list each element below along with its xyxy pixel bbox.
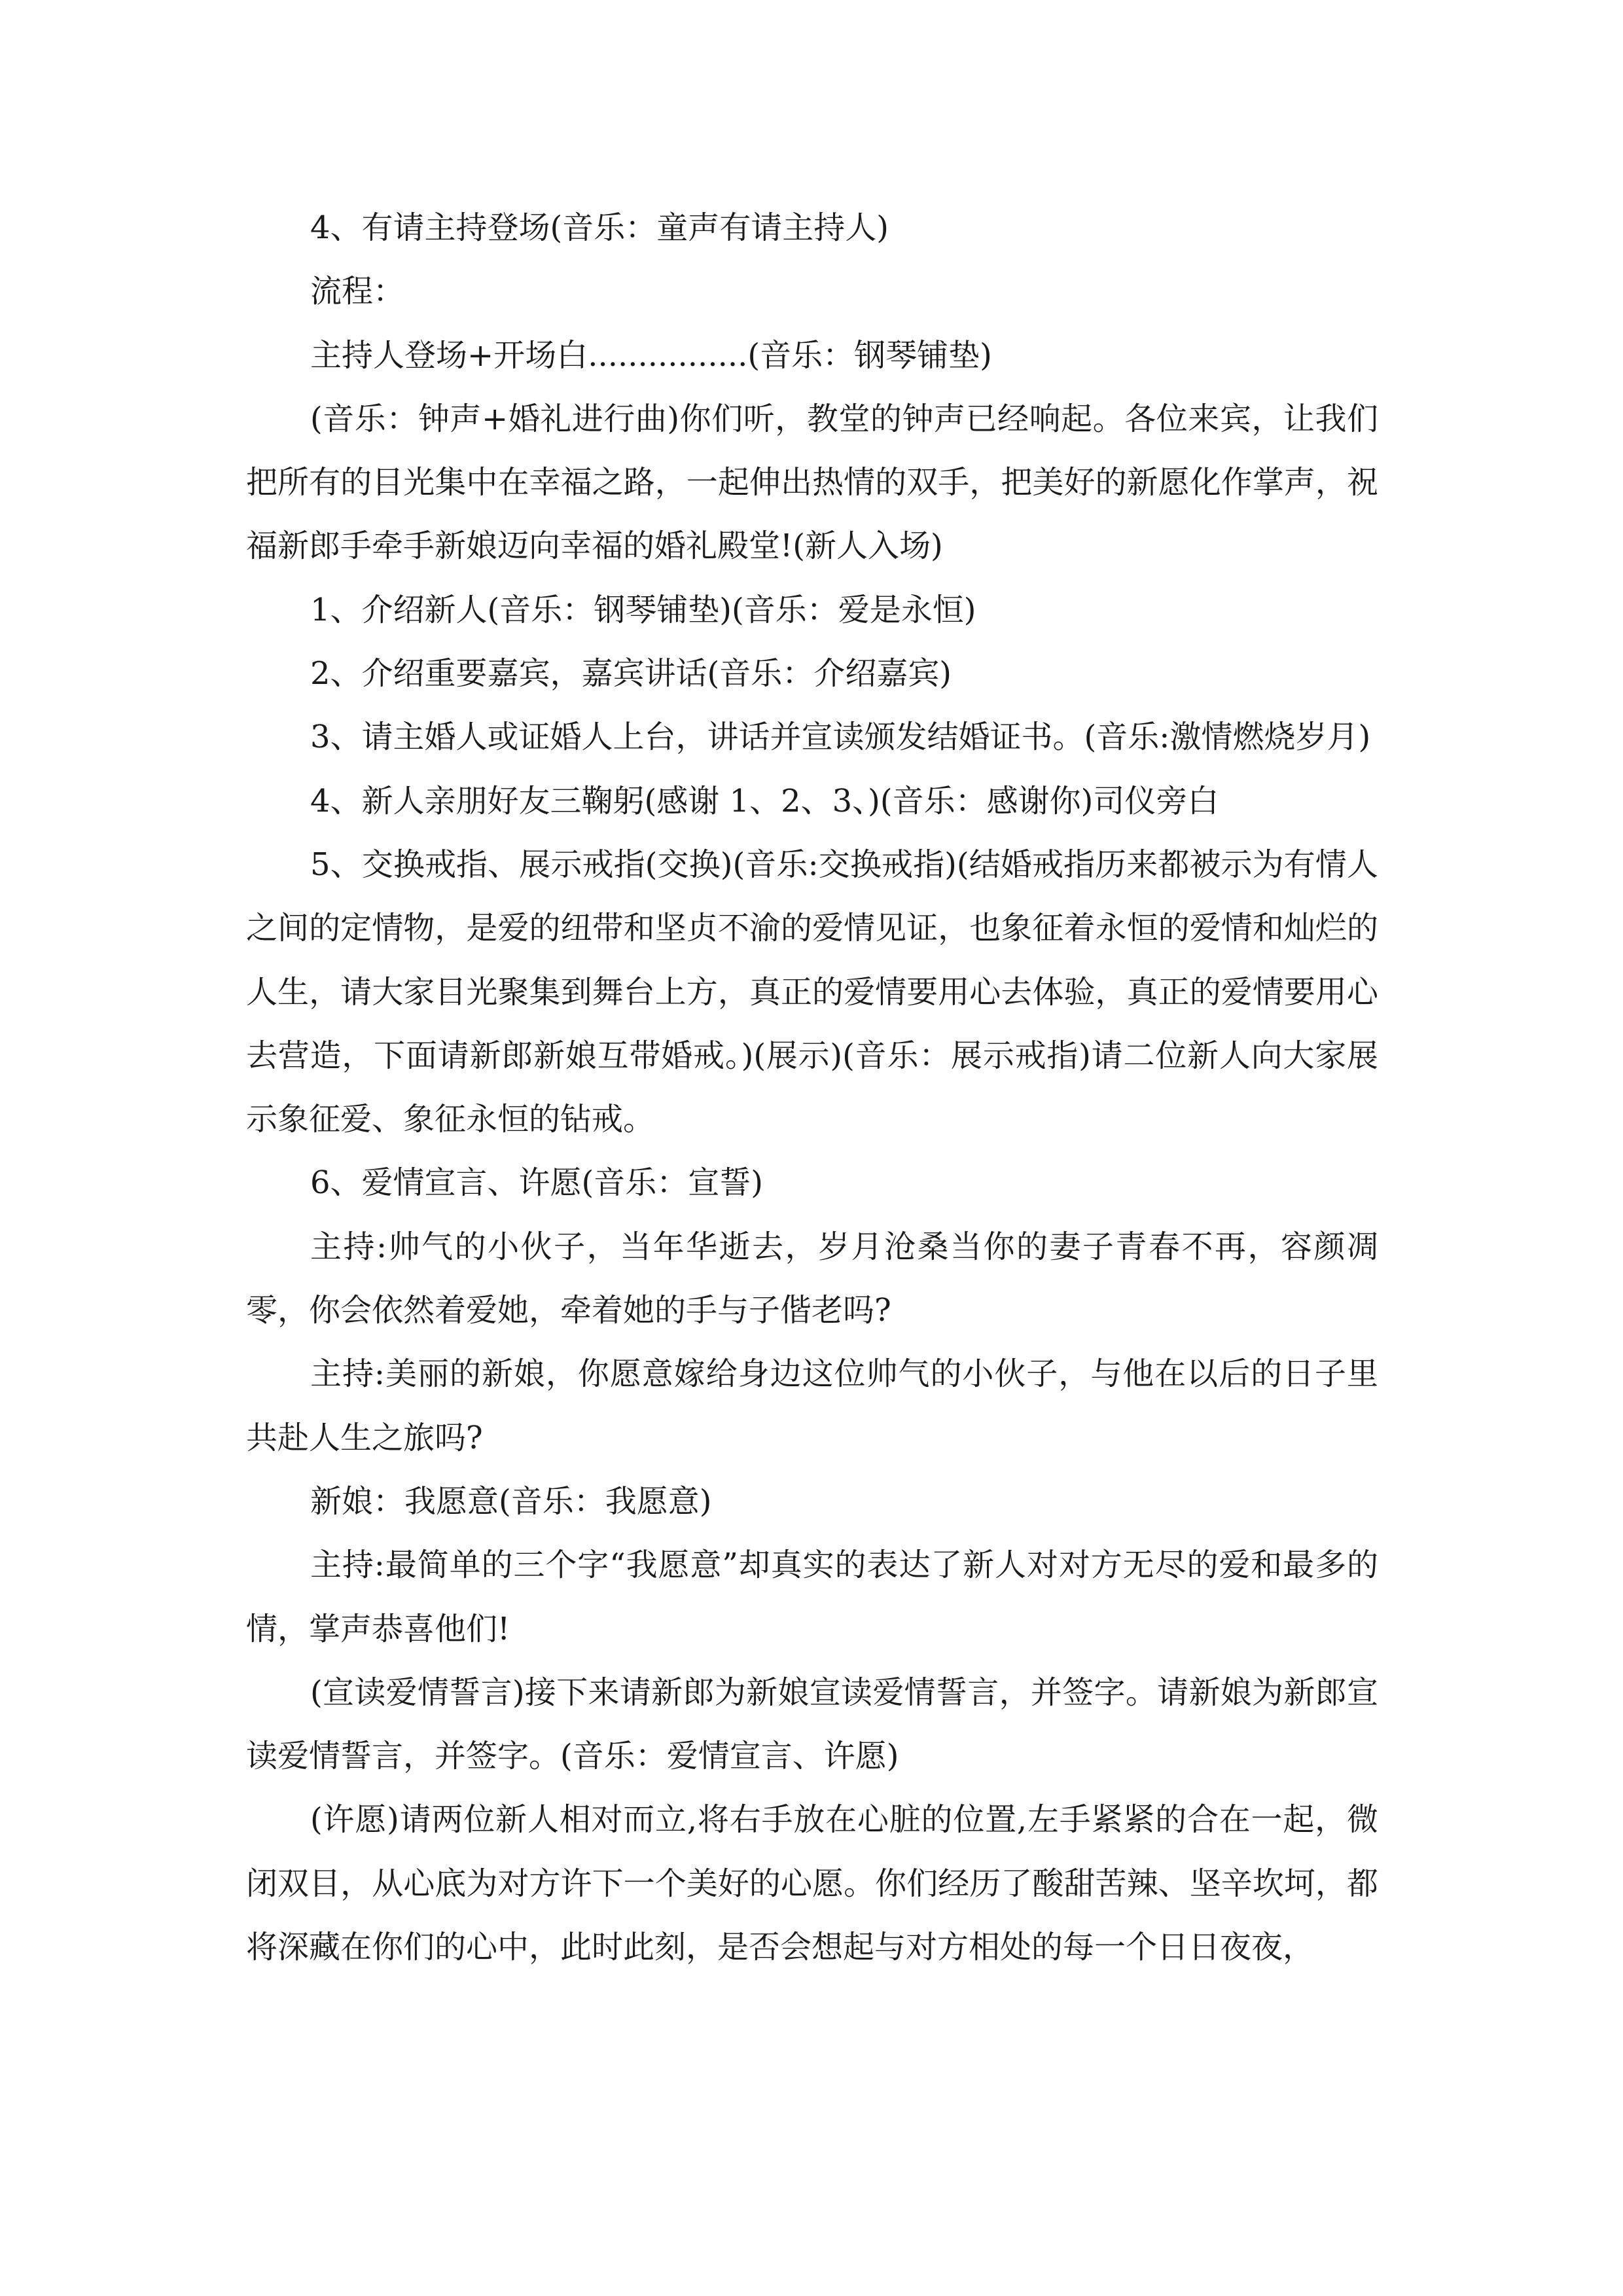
paragraph-process-heading: 流程：: [310, 273, 405, 310]
paragraph-bell-march: (音乐：钟声+婚礼进行曲)你们听，教堂的钟声已经响起。各位来宾，让我们把所有的目光集中在幸福之路，一起伸出热情的双手，把美好的新愿化作掌声，祝福新郎手牵手新娘迈向幸福的婚礼殿堂!(新人入场): [246, 400, 1378, 565]
document-body: [246, 196, 1378, 1979]
paragraph-host-groom: 主持:帅气的小伙子，当年华逝去，岁月沧桑当你的妻子青春不再，容颜凋零，你会依然着爱她，牵着她的手与子偕老吗?: [246, 1228, 1378, 1329]
paragraph-bride-reply: 新娘：我愿意(音乐：我愿意): [310, 1482, 712, 1520]
paragraph-step-4: 4、新人亲朋好友三鞠躬(感谢 1、2、3、)(音乐：感谢你)司仪旁白: [310, 782, 1219, 819]
paragraph-host-applause: 主持:最简单的三个字“我愿意”却真实的表达了新人对对方无尽的爱和最多的情，掌声恭喜他们!: [246, 1547, 1378, 1647]
paragraph-step-5: 5、交换戒指、展示戒指(交换)(音乐:交换戒指)(结婚戒指历来都被示为有情人之间的定情物，是爱的纽带和坚贞不渝的爱情见证，也象征着永恒的爱情和灿烂的人生，请大家目光聚集到舞台上方，真正的爱情要用心去体验，真正的爱情要用心去营造，下面请新郎新娘互带婚戒。)(展示)(音乐：展示戒指)请二位新人向大家展示象征爱、象征永恒的钻戒。: [246, 846, 1378, 1138]
paragraph-step-6: 6、爱情宣言、许愿(音乐：宣誓): [310, 1164, 763, 1202]
paragraph-wish: (许愿)请两位新人相对而立,将右手放在心脏的位置,左手紧紧的合在一起，微闭双目，从心底为对方许下一个美好的心愿。你们经历了酸甜苦辣、坚辛坎坷，都将深藏在你们的心中，此时此刻，是否会想起与对方相处的每一个日日夜夜，: [246, 1801, 1378, 1966]
paragraph-step-3: 3、请主婚人或证婚人上台，讲话并宣读颁发结婚证书。(音乐:激情燃烧岁月): [310, 719, 1371, 756]
paragraph-step-2: 2、介绍重要嘉宾，嘉宾讲话(音乐：介绍嘉宾): [310, 655, 952, 692]
paragraph-host-bride: 主持:美丽的新娘，你愿意嫁给身边这位帅气的小伙子，与他在以后的日子里共赴人生之旅吗?: [246, 1355, 1378, 1456]
paragraph-host-opening: 主持人登场+开场白................(音乐：钢琴铺垫): [310, 336, 992, 374]
paragraph-vows: (宣读爱情誓言)接下来请新郎为新娘宣读爱情誓言，并签字。请新娘为新郎宣读爱情誓言，并签字。(音乐：爱情宣言、许愿): [246, 1674, 1378, 1775]
paragraph-step-1: 1、介绍新人(音乐：钢琴铺垫)(音乐：爱是永恒): [310, 591, 976, 628]
paragraph-host-entrance: 4、有请主持登场(音乐：童声有请主持人): [310, 209, 889, 246]
